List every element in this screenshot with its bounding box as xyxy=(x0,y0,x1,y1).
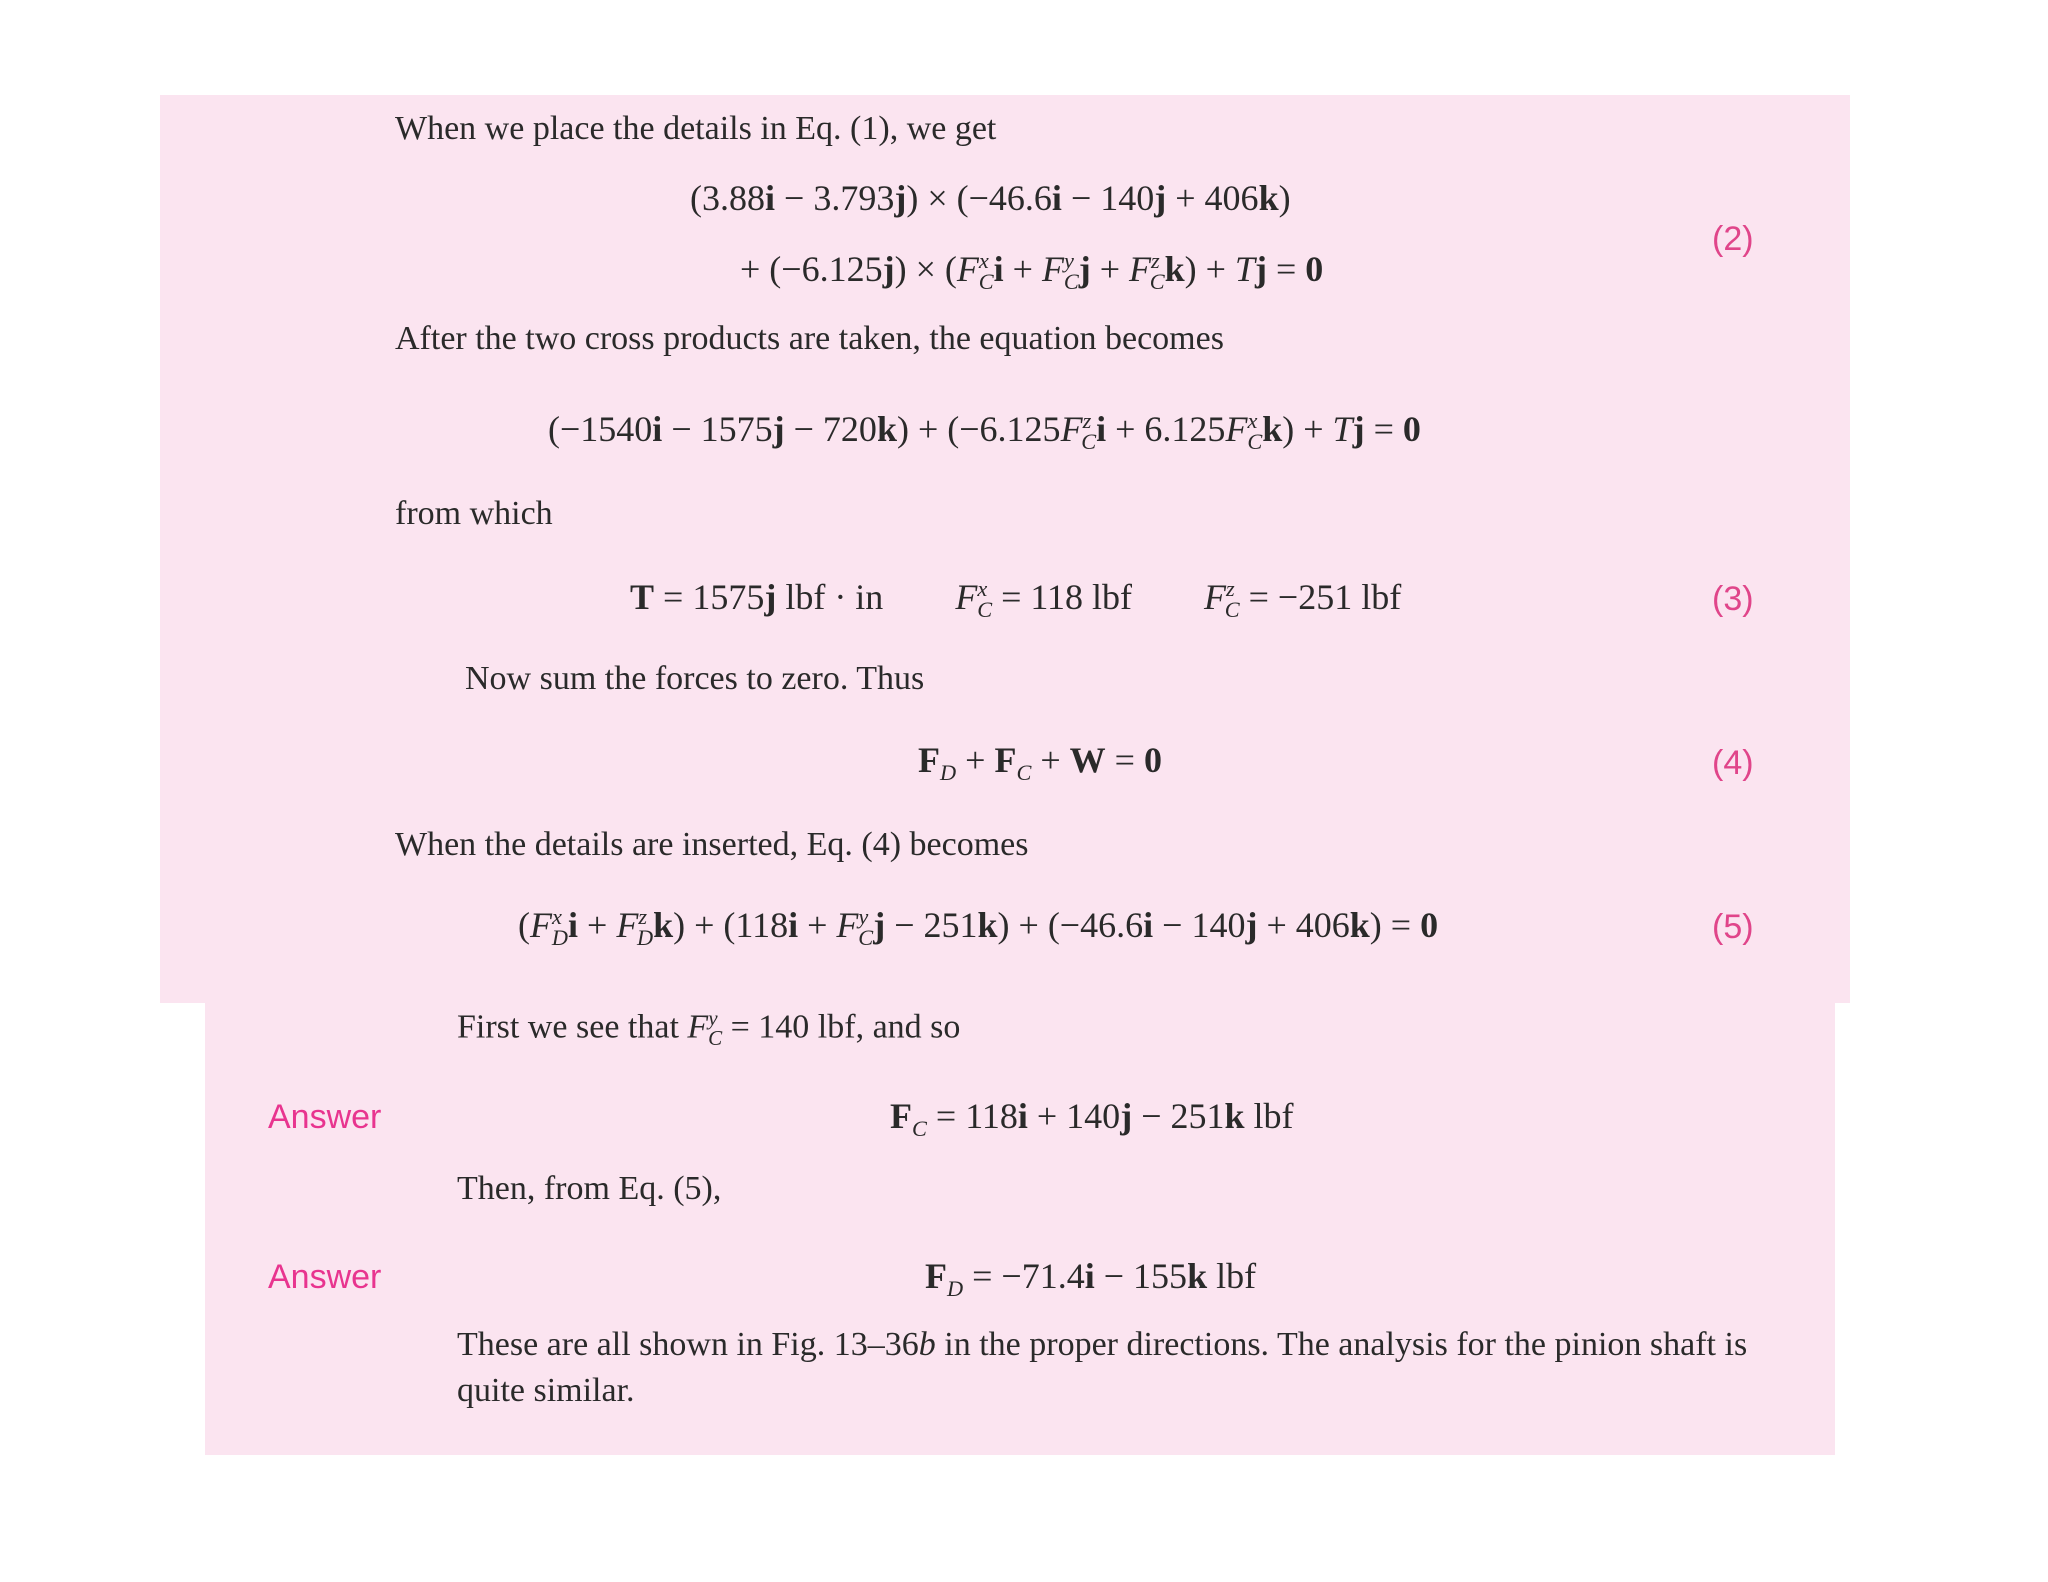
equation-number-3: (3) xyxy=(1712,580,1754,618)
equation-number-5: (5) xyxy=(1712,908,1754,946)
equation-3: T = 1575j lbf · in $F^x_C = 118$ lbf $F^z_C = -251$ lbf xyxy=(630,576,1402,623)
equation-number-2: (2) xyxy=(1712,220,1754,258)
paragraph-first-we-see: First we see that $F^y_C = 140$ lbf, and so xyxy=(457,1006,961,1051)
equation-number-4: (4) xyxy=(1712,744,1754,782)
answer-equation-fd: $F_D = -71.4i - 155k$ lbf xyxy=(925,1256,1257,1302)
closing-text-part-2: in the proper directions. The analysis for the pinion shaft is quite similar. xyxy=(457,1326,1748,1409)
answer-label-2: Answer xyxy=(268,1258,382,1296)
paragraph-details-inserted: When the details are inserted, Eq. (4) becomes xyxy=(395,826,1029,863)
closing-text-figure-letter: b xyxy=(918,1326,936,1363)
top-content-panel xyxy=(160,95,1850,1003)
closing-text-part-1: These are all shown in Fig. 13–36 xyxy=(457,1326,919,1363)
first-we-see-suffix: = 140 lbf, and so xyxy=(730,1008,961,1046)
equation-4: $F_D + F_C + W = 0$ xyxy=(918,740,1162,786)
first-we-see-prefix: First we see that xyxy=(457,1008,679,1046)
paragraph-from-which: from which xyxy=(395,495,553,532)
paragraph-cross-products: After the two cross products are taken, the equation becomes xyxy=(395,320,1224,357)
equation-2-line-1: (3.88i − 3.793j) × (−46.6i − 140j + 406k) xyxy=(690,178,1291,218)
equation-5: $(F^x_Di + F^z_Dk) + (118i + F^y_Cj - 251k) + (-46.6i - 140j + 406k) = 0$ xyxy=(518,904,1439,951)
paragraph-closing xyxy=(457,1322,1797,1414)
equation-cross-product-result: $(-1540i - 1575j - 720k) + (-6.125F^z_Ci + 6.125F^x_Ck) + Tj = 0$ xyxy=(548,408,1421,455)
answer-label-1: Answer xyxy=(268,1098,382,1136)
equation-2-line-2: + $(-6.125j) \times (F^x_Ci + F^y_Cj + F^z_Ck) + Tj = 0$ xyxy=(740,248,1324,295)
paragraph-then-from-eq5: Then, from Eq. (5), xyxy=(457,1170,722,1207)
answer-equation-fc: $F_C = 118i + 140j - 251k$ lbf xyxy=(890,1096,1294,1142)
paragraph-sum-forces: Now sum the forces to zero. Thus xyxy=(465,660,925,697)
paragraph-eq1-intro: When we place the details in Eq. (1), we get xyxy=(395,110,997,147)
